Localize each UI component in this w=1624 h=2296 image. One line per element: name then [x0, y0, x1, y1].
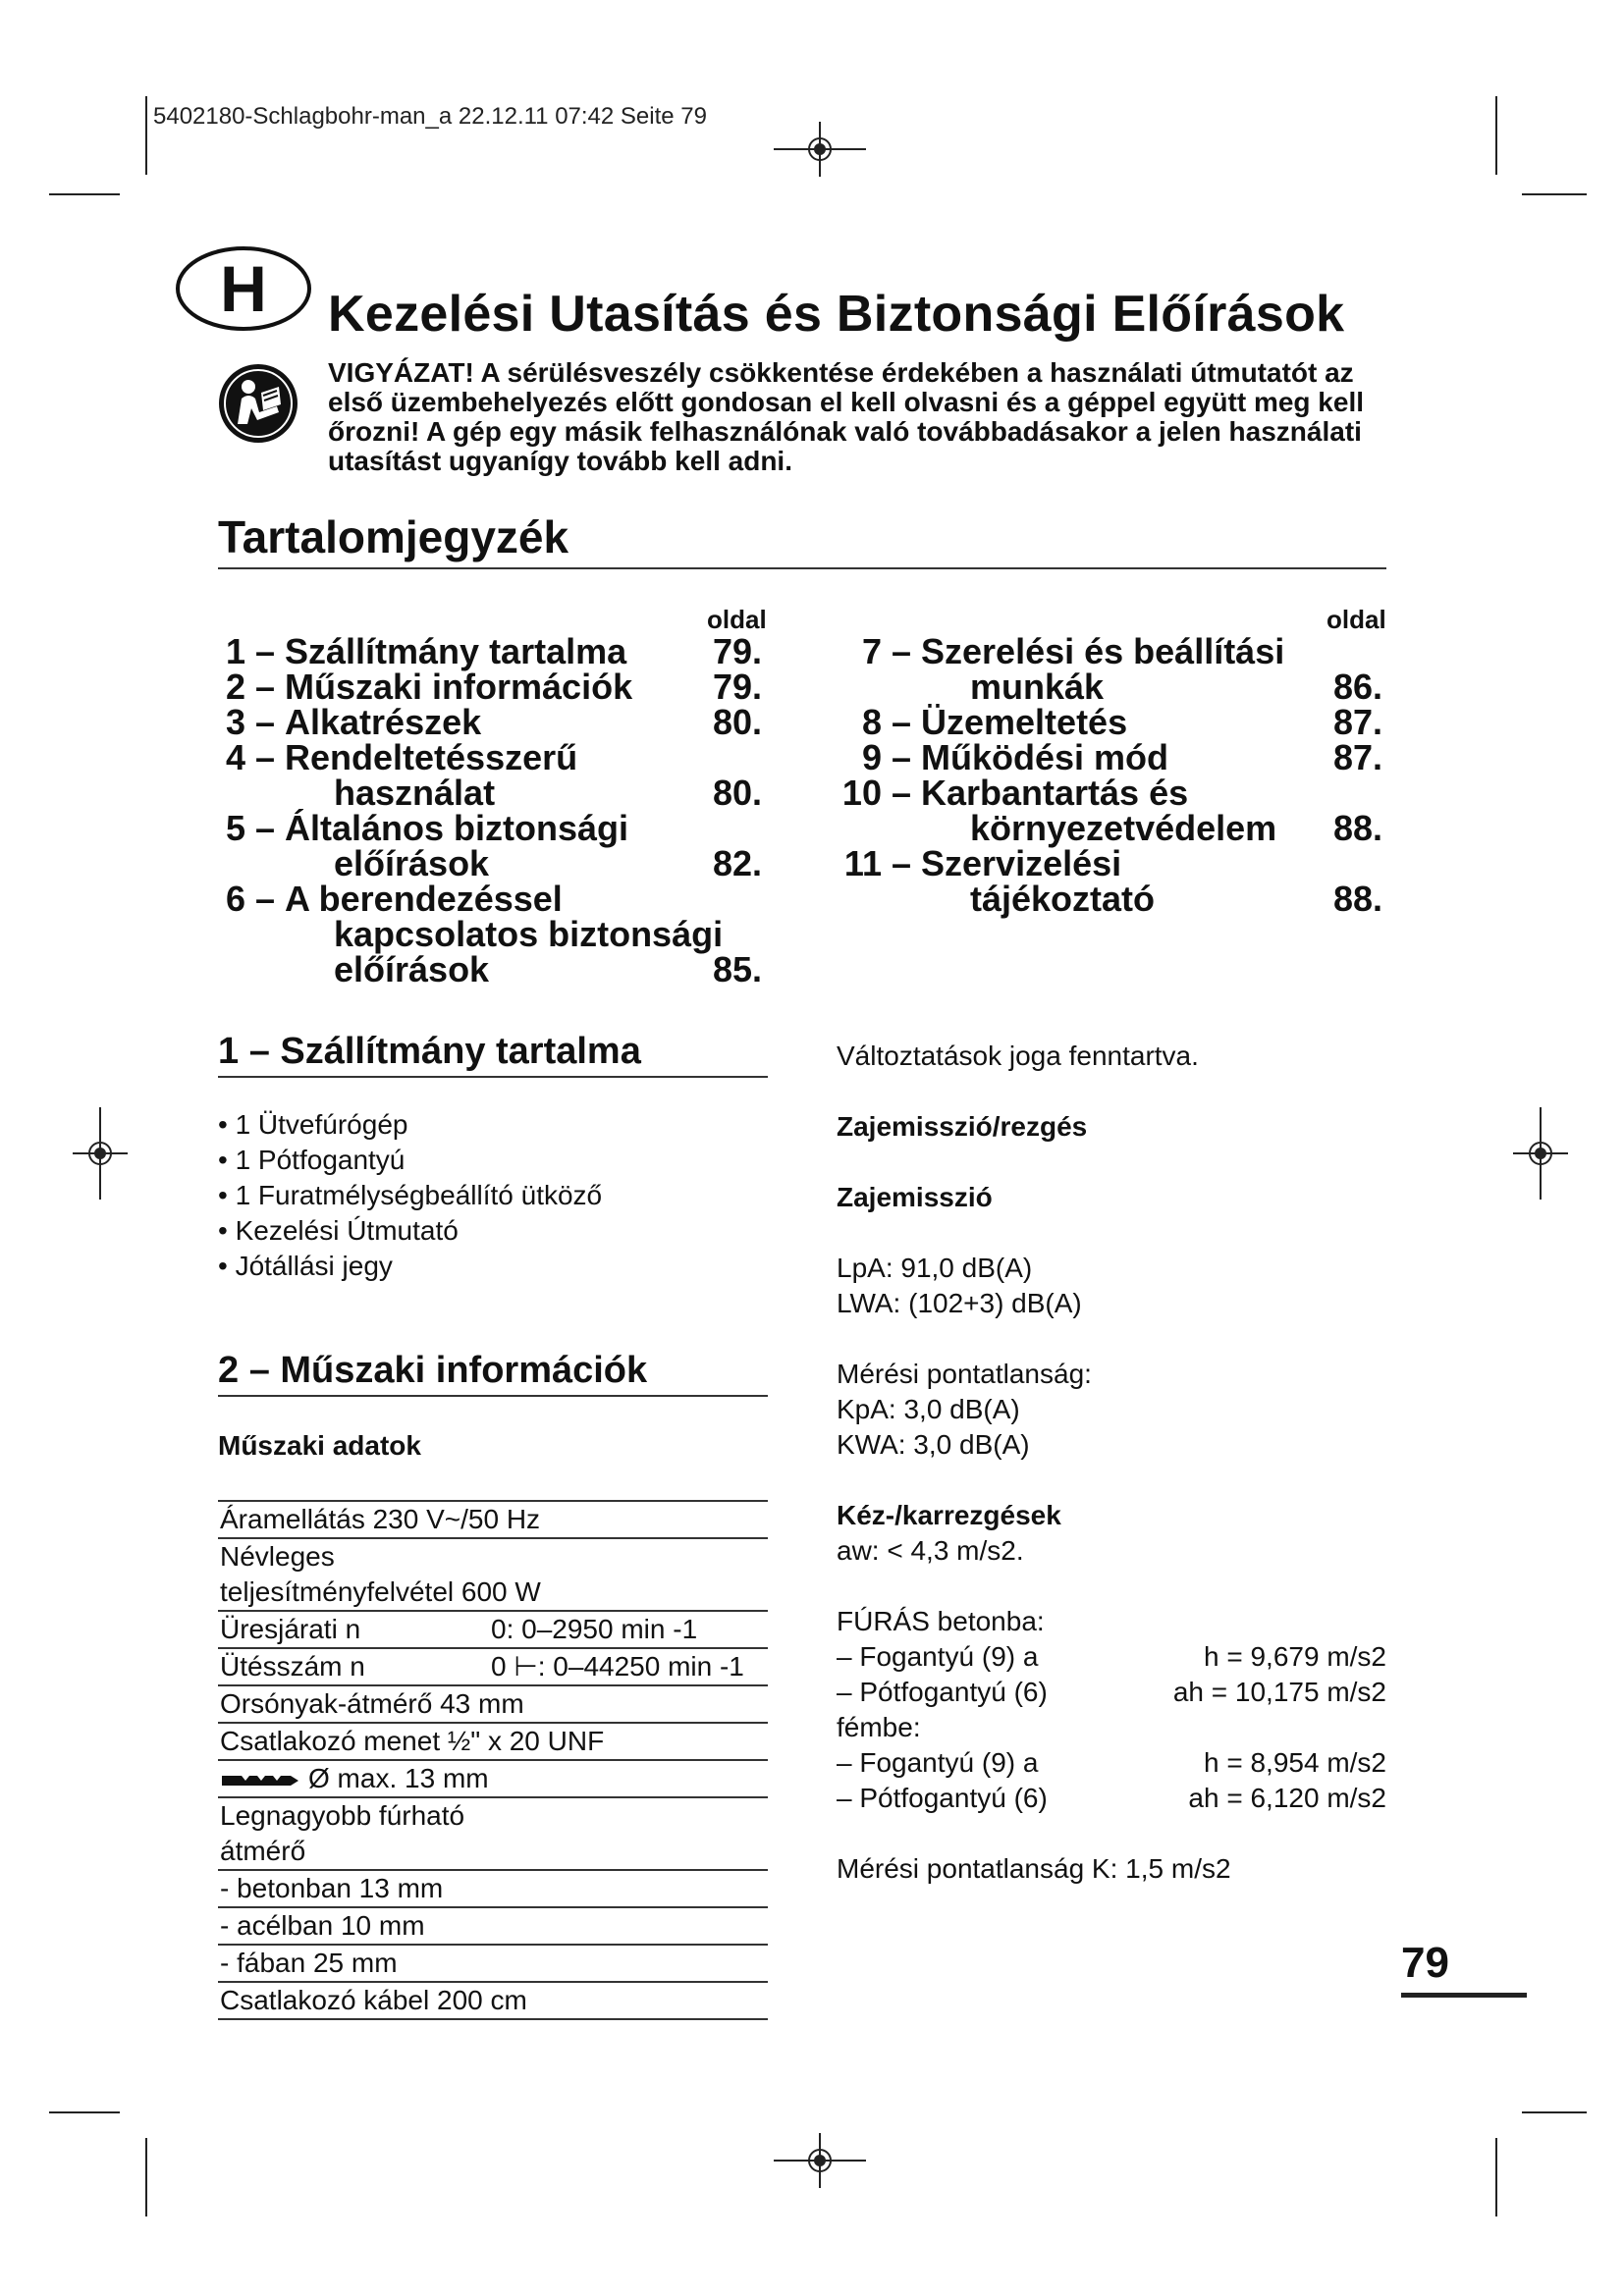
- noise-title: Zajemisszió: [837, 1182, 993, 1212]
- noise-vibration-title: Zajemisszió/rezgés: [837, 1111, 1088, 1142]
- read-manual-icon: [218, 363, 298, 444]
- toc-entry-number: 2 –: [225, 667, 275, 707]
- spec-row: Üresjárati n 0: 0–2950 min -1: [218, 1610, 768, 1647]
- toc-entry-number: 8 –: [861, 702, 911, 742]
- uncertainty-k: Mérési pontatlanság K: 1,5 m/s2: [837, 1853, 1231, 1884]
- toc-entry-label: Műszaki információk: [285, 667, 633, 707]
- toc-entry-number: 5 –: [225, 808, 275, 848]
- toc-entry-page: 80.: [712, 773, 762, 813]
- list-item: • Jótállási jegy: [218, 1251, 393, 1281]
- divider: [218, 1076, 768, 1078]
- toc-entry-page: 87.: [1332, 737, 1382, 777]
- crop-mark: [1522, 2111, 1587, 2113]
- section-2-title: 2 – Műszaki információk: [218, 1350, 648, 1391]
- hand-arm-vibration-title: Kéz-/karrezgések: [837, 1500, 1061, 1530]
- spec-table: [218, 1500, 768, 2020]
- toc-entry-number: 11 –: [843, 843, 911, 883]
- tech-data-subtitle: Műszaki adatok: [218, 1430, 421, 1461]
- list-item: • Kezelési Útmutató: [218, 1215, 459, 1246]
- registration-mark-icon: [1513, 1107, 1568, 1200]
- registration-mark-icon: [774, 2133, 866, 2188]
- toc-entry-label: A berendezéssel: [285, 879, 563, 919]
- drilling-concrete-label: FÚRÁS betonba:: [837, 1606, 1045, 1636]
- toc-entry-page: 80.: [712, 702, 762, 742]
- list-item: • 1 Furatmélységbeállító ütköző: [218, 1180, 603, 1210]
- crop-mark: [49, 2111, 120, 2113]
- toc-entry-number: 10 –: [841, 773, 911, 813]
- toc-entry-label: munkák: [970, 667, 1105, 707]
- toc-entry-number: 7 –: [861, 631, 911, 671]
- vibration-aw: aw: < 4,3 m/s2.: [837, 1535, 1024, 1566]
- spec-row: - acélban 10 mm: [218, 1906, 768, 1944]
- toc-entry-number: 9 –: [861, 737, 911, 777]
- vibration-row: – Pótfogantyú (6) ah = 6,120 m/s2: [837, 1783, 1386, 1813]
- spec-row: Névleges teljesítményfelvétel 600 W: [218, 1537, 768, 1610]
- section-1-title: 1 – Szállítmány tartalma: [218, 1031, 641, 1072]
- toc-entry-label: környezetvédelem: [970, 808, 1277, 848]
- toc-entry-label: Rendeltetésszerű: [285, 737, 578, 777]
- toc-entry-page: 79.: [712, 667, 762, 707]
- toc-page-header: oldal: [707, 605, 767, 634]
- vibration-row: – Fogantyú (9) a h = 9,679 m/s2: [837, 1641, 1386, 1672]
- metal-label: fémbe:: [837, 1712, 921, 1742]
- toc-entry-page: 86.: [1332, 667, 1382, 707]
- spec-row: Ø max. 13 mm: [218, 1759, 768, 1796]
- toc-entry-label: Alkatrészek: [285, 702, 482, 742]
- drill-bit-icon: [220, 1763, 308, 1793]
- toc-left-column: [218, 631, 762, 997]
- toc-entry-label: Szerelési és beállítási: [921, 631, 1285, 671]
- uncertainty-label: Mérési pontatlanság:: [837, 1359, 1092, 1389]
- spec-row: - fában 25 mm: [218, 1944, 768, 1981]
- page-title: Kezelési Utasítás és Biztonsági Előírások: [328, 286, 1345, 343]
- safety-warning: VIGYÁZAT! A sérülésveszély csökkentése érdekében a használati útmutatót az első üzembehelyezés előtt gondosan el kell olvasni és a géppel együtt meg kell őrozni! A gép egy másik felhasználónak való továbbadásakor a jelen használati utasítást ugyanígy tovább kell adni.: [328, 357, 1365, 476]
- toc-entry-label: Szállítmány tartalma: [285, 631, 627, 671]
- toc-entry-label: tájékoztató: [970, 879, 1156, 919]
- crop-mark: [145, 96, 147, 175]
- toc-entry-label: Általános biztonsági: [285, 808, 629, 848]
- divider: [218, 567, 1386, 569]
- crop-mark: [49, 193, 120, 195]
- toc-entry-page: 82.: [712, 843, 762, 883]
- toc-entry-label: kapcsolatos biztonsági: [334, 914, 724, 954]
- spec-row: Áramellátás 230 V~/50 Hz: [218, 1500, 768, 1537]
- uncertainty-kwa: KWA: 3,0 dB(A): [837, 1429, 1030, 1460]
- toc-entry-label: Karbantartás és: [921, 773, 1189, 813]
- toc-entry-page: 88.: [1332, 808, 1382, 848]
- toc-entry-page: 79.: [712, 631, 762, 671]
- toc-entry-label: Működési mód: [921, 737, 1169, 777]
- toc-entry-number: 3 –: [225, 702, 275, 742]
- spec-row: Legnagyobb fúrható átmérő: [218, 1796, 768, 1869]
- crop-mark: [145, 2138, 147, 2216]
- noise-lpa: LpA: 91,0 dB(A): [837, 1253, 1033, 1283]
- toc-entry-page: 88.: [1332, 879, 1382, 919]
- toc-title: Tartalomjegyzék: [218, 511, 569, 562]
- toc-right-column: [837, 631, 1382, 929]
- crop-mark: [1495, 96, 1497, 175]
- spec-row: Csatlakozó kábel 200 cm: [218, 1981, 768, 2020]
- toc-entry-label: előírások: [334, 843, 490, 883]
- page-number-rule: [1401, 1993, 1527, 1998]
- toc-entry-label: Szervizelési: [921, 843, 1122, 883]
- spec-row: Ütésszám n 0 ⊢: 0–44250 min -1: [218, 1647, 768, 1684]
- toc-entry-number: 4 –: [225, 737, 275, 777]
- country-badge-letter: H: [220, 252, 267, 325]
- list-item: • 1 Pótfogantyú: [218, 1145, 406, 1175]
- toc-entry-page: 85.: [712, 949, 762, 989]
- vibration-row: – Fogantyú (9) a h = 8,954 m/s2: [837, 1747, 1386, 1778]
- toc-entry-page: 87.: [1332, 702, 1382, 742]
- toc-entry-number: 1 –: [225, 631, 275, 671]
- spec-row: Csatlakozó menet ½" x 20 UNF: [218, 1722, 768, 1759]
- registration-mark-icon: [774, 122, 866, 177]
- registration-mark-icon: [73, 1107, 128, 1200]
- vibration-row: – Pótfogantyú (6) ah = 10,175 m/s2: [837, 1677, 1386, 1707]
- toc-entry-label: használat: [334, 773, 496, 813]
- rights-note: Változtatások joga fenntartva.: [837, 1041, 1199, 1071]
- divider: [218, 1395, 768, 1397]
- uncertainty-kpa: KpA: 3,0 dB(A): [837, 1394, 1020, 1424]
- country-badge: [175, 245, 312, 332]
- crop-mark: [1495, 2138, 1497, 2216]
- spec-row: - betonban 13 mm: [218, 1869, 768, 1906]
- crop-mark: [1522, 193, 1587, 195]
- list-item: • 1 Ütvefúrógép: [218, 1109, 408, 1140]
- page-number: 79: [1401, 1939, 1449, 1987]
- toc-entry-label: előírások: [334, 949, 490, 989]
- spec-row: Orsónyak-átmérő 43 mm: [218, 1684, 768, 1722]
- toc-entry-label: Üzemeltetés: [921, 702, 1128, 742]
- toc-entry-number: 6 –: [225, 879, 275, 919]
- print-slug-line: 5402180-Schlagbohr-man_a 22.12.11 07:42 Seite 79: [153, 103, 707, 130]
- toc-page-header: oldal: [1326, 605, 1386, 634]
- noise-lwa: LWA: (102+3) dB(A): [837, 1288, 1082, 1318]
